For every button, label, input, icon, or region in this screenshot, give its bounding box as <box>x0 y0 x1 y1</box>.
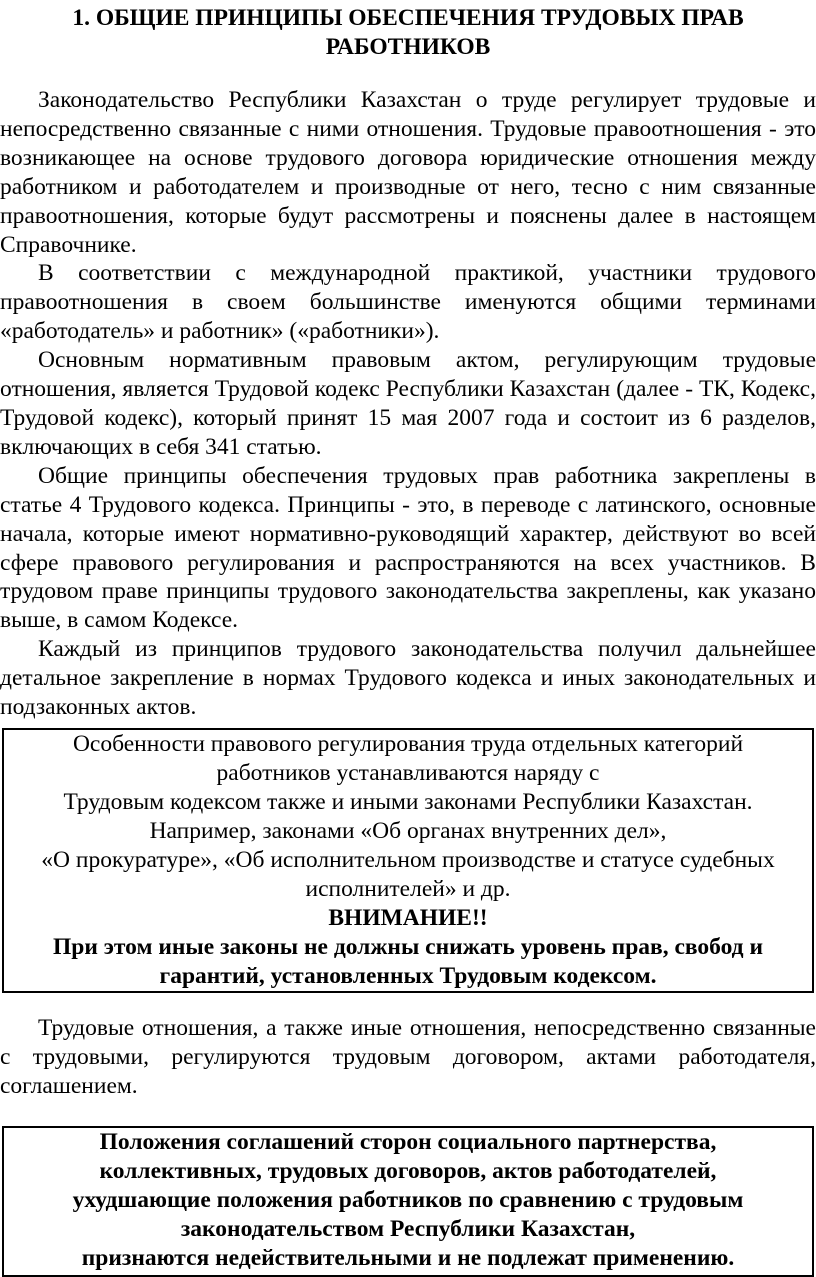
notice-bold-line: признаются недействительными и не подлежат применению. <box>81 1245 735 1271</box>
section-heading: 1. ОБЩИЕ ПРИНЦИПЫ ОБЕСПЕЧЕНИЯ ТРУДОВЫХ ПРАВ РАБОТНИКОВ <box>72 5 744 60</box>
notice-line: Особенности правового регулирования труда отдельных категорий <box>72 731 744 757</box>
paragraph-labor-relations: Трудовые отношения, а также иные отношения, непосредственно связанные с трудовыми, регулируются трудовым договором, актами работодателя, соглашением. <box>0 1015 816 1099</box>
notice-box-special-regulation <box>2 728 814 993</box>
notice-bold-line: Положения соглашений сторон социального партнерства, <box>99 1129 717 1155</box>
notice-line: исполнителей» и др. <box>305 876 511 902</box>
intro-text <box>0 86 816 722</box>
paragraph-general-principles: Общие принципы обеспечения трудовых прав работника закреплены в статье 4 Трудового кодекса. Принципы - это, в переводе с латинского, основные начала, которые имеют нормативно-руководящий характер, действуют во всей сфере правового регулирования и распространяются на всех участников. В трудовом праве принципы трудового законодательства закреплены, как указано выше, в самом Кодексе. <box>0 462 816 634</box>
middle-text <box>0 1014 816 1101</box>
attention-label: ВНИМАНИЕ!! <box>328 905 488 931</box>
notice-line: работников устанавливаются наряду с <box>216 760 600 786</box>
notice-bold-line: ухудшающие положения работников по сравнению с трудовым <box>72 1187 744 1213</box>
paragraph-international-practice: В соответствии с международной практикой, участники трудового правоотношения в своем большинстве именуются общими терминами «работодатель» и работник» («работники»). <box>0 260 816 345</box>
paragraph-legislation: Законодательство Республики Казахстан о труде регулирует трудовые и непосредственно связанные с ними отношения. Трудовые правоотношения - это возникающее на основе трудового договора юридические отношения между работником и работодателем и производные от него, тесно с ним связанные правоотношения, которые будут рассмотрены и пояснены далее в настоящем Справочнике. <box>0 87 816 258</box>
paragraph-principles-detail: Каждый из принципов трудового законодательства получил дальнейшее детальное закрепление в нормах Трудового кодекса и иных законодательных и подзаконных актов. <box>0 636 816 721</box>
notice-line: Трудовым кодексом также и иными законами Республики Казахстан. <box>63 789 753 815</box>
paragraph-labor-code: Основным нормативным правовым актом, регулирующим трудовые отношения, является Трудовой кодекс Республики Казахстан (далее - ТК, Кодекс, Трудовой кодекс), который принят 15 мая 2007 года и состоит из 6 разделов, включающих в себя 341 статью. <box>0 347 816 460</box>
notice-line: «О прокуратуре», «Об исполнительном производстве и статусе судебных <box>41 847 775 873</box>
notice-bold-line: При этом иные законы не должны снижать уровень прав, свобод и <box>53 934 763 960</box>
notice-box-invalid-provisions <box>2 1126 814 1277</box>
notice-bold-line: законодательством Республики Казахстан, <box>180 1216 636 1242</box>
notice-bold-line: коллективных, трудовых договоров, актов работодателей, <box>99 1158 717 1184</box>
notice-bold-line: гарантий, установленных Трудовым кодексом. <box>159 963 657 989</box>
notice-line: Например, законами «Об органах внутренних дел», <box>149 818 667 844</box>
